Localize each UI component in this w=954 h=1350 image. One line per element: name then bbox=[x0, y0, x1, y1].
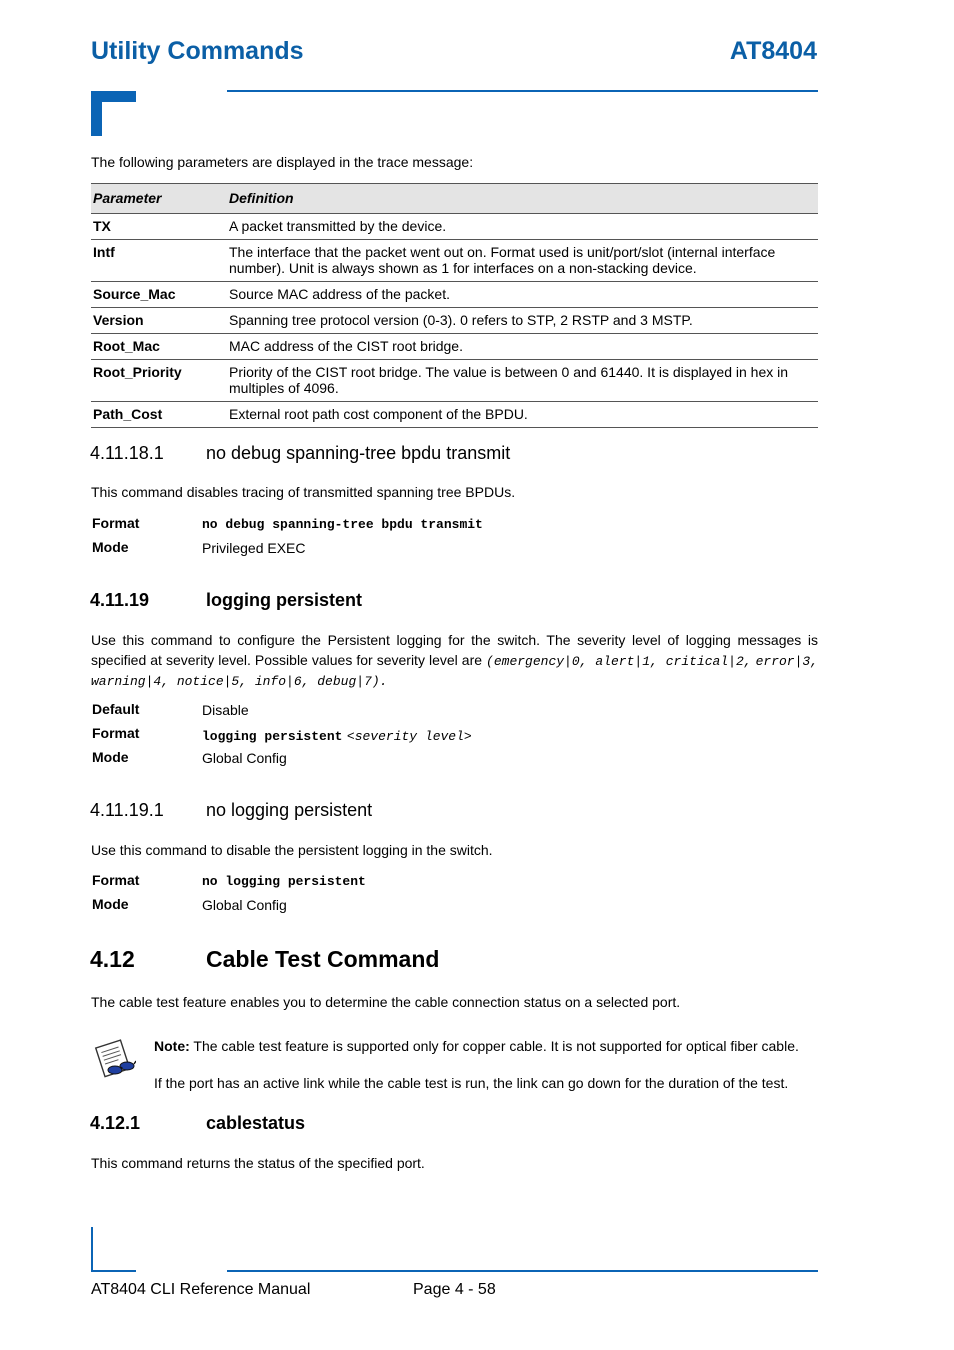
footer-rule bbox=[227, 1270, 818, 1272]
mode-value: Privileged EXEC bbox=[202, 540, 306, 556]
table-header-row bbox=[91, 184, 818, 214]
section-number: 4.12 bbox=[90, 946, 135, 972]
section-description bbox=[91, 631, 818, 692]
section-number: 4.11.18.1 bbox=[90, 443, 164, 463]
footer-page-number: Page 4 - 58 bbox=[413, 1281, 496, 1298]
param-definition: Priority of the CIST root bridge. The value is between 0 and 61440. It is displayed in hex in multiples of 4096. bbox=[227, 360, 818, 402]
format-label: Format bbox=[92, 515, 140, 531]
section-heading: Cable Test Command bbox=[206, 946, 440, 972]
mode-label: Mode bbox=[92, 896, 129, 912]
param-definition: Source MAC address of the packet. bbox=[227, 282, 818, 308]
section-heading: cablestatus bbox=[206, 1113, 306, 1133]
section-description: This command returns the status of the specified port. bbox=[91, 1155, 425, 1171]
table-row bbox=[91, 334, 818, 360]
table-row bbox=[91, 214, 818, 240]
section-description: Use this command to disable the persistent logging in the switch. bbox=[91, 842, 493, 858]
param-name: Intf bbox=[91, 240, 227, 282]
header-rule bbox=[227, 90, 818, 92]
param-definition: A packet transmitted by the device. bbox=[227, 214, 818, 240]
table-row bbox=[91, 282, 818, 308]
header-corner-mark-h bbox=[91, 91, 136, 102]
param-definition: Spanning tree protocol version (0-3). 0 refers to STP, 2 RSTP and 3 MSTP. bbox=[227, 308, 818, 334]
footer-corner-mark bbox=[91, 1227, 93, 1272]
header-model: AT8404 bbox=[729, 37, 817, 65]
mode-value: Global Config bbox=[202, 750, 287, 766]
intro-text: The following parameters are displayed in the trace message: bbox=[91, 154, 474, 170]
param-name: TX bbox=[91, 214, 227, 240]
column-header: Definition bbox=[227, 184, 818, 214]
default-value: Disable bbox=[202, 702, 249, 718]
format-command: no debug spanning-tree bpdu transmit bbox=[202, 517, 483, 532]
format-command: logging persistent bbox=[202, 729, 343, 744]
default-label: Default bbox=[92, 701, 140, 717]
format-line bbox=[202, 727, 472, 745]
format-label: Format bbox=[92, 725, 140, 741]
section-number: 4.12.1 bbox=[90, 1113, 141, 1133]
param-name: Root_Priority bbox=[91, 360, 227, 402]
param-name: Version bbox=[91, 308, 227, 334]
section-heading: no logging persistent bbox=[206, 800, 373, 820]
footer-corner-mark-h bbox=[91, 1270, 136, 1272]
table-row bbox=[91, 240, 818, 282]
section-heading: logging persistent bbox=[206, 590, 363, 610]
section-heading: no debug spanning-tree bpdu transmit bbox=[206, 443, 511, 463]
note-icon bbox=[92, 1037, 136, 1081]
table-row bbox=[91, 402, 818, 428]
section-description: The cable test feature enables you to determine the cable connection status on a selected port. bbox=[91, 994, 681, 1010]
section-description: This command disables tracing of transmitted spanning tree BPDUs. bbox=[91, 484, 516, 500]
note-body: The cable test feature is supported only for copper cable. It is not supported for optical fiber cable. bbox=[189, 1038, 799, 1054]
param-name: Source_Mac bbox=[91, 282, 227, 308]
param-name: Path_Cost bbox=[91, 402, 227, 428]
param-definition: The interface that the packet went out on. Format used is unit/port/slot (internal interface number). Unit is always shown as 1 for interfaces on a non-stacking device. bbox=[227, 240, 818, 282]
mode-label: Mode bbox=[92, 539, 129, 555]
description-text: Use this command to configure the Persistent logging for the switch. The severity level of logging messages is specified at severity level. Possible values for severity level are bbox=[91, 632, 818, 668]
mode-value: Global Config bbox=[202, 897, 287, 913]
mode-label: Mode bbox=[92, 749, 129, 765]
note-text-2: If the port has an active link while the cable test is run, the link can go down for the duration of the test. bbox=[154, 1075, 789, 1091]
param-definition: MAC address of the CIST root bridge. bbox=[227, 334, 818, 360]
severity-values-cont: error|3, warning|4, notice|5, info|6, debug|7). bbox=[91, 653, 819, 689]
param-definition: External root path cost component of the BPDU. bbox=[227, 402, 818, 428]
format-argument: <severity level> bbox=[346, 729, 472, 744]
section-number: 4.11.19.1 bbox=[90, 800, 164, 820]
table-row bbox=[91, 360, 818, 402]
severity-values: (emergency|0, alert|1, critical|2, bbox=[486, 653, 752, 669]
header-title: Utility Commands bbox=[91, 37, 304, 65]
note-text bbox=[154, 1037, 799, 1056]
footer-manual-title: AT8404 CLI Reference Manual bbox=[91, 1281, 311, 1298]
table-row bbox=[91, 308, 818, 334]
column-header: Parameter bbox=[91, 184, 227, 214]
param-name: Root_Mac bbox=[91, 334, 227, 360]
format-label: Format bbox=[92, 872, 140, 888]
section-number: 4.11.19 bbox=[90, 590, 150, 610]
note-label: Note: bbox=[154, 1038, 190, 1054]
format-command: no logging persistent bbox=[202, 874, 366, 889]
parameter-table bbox=[91, 183, 818, 428]
